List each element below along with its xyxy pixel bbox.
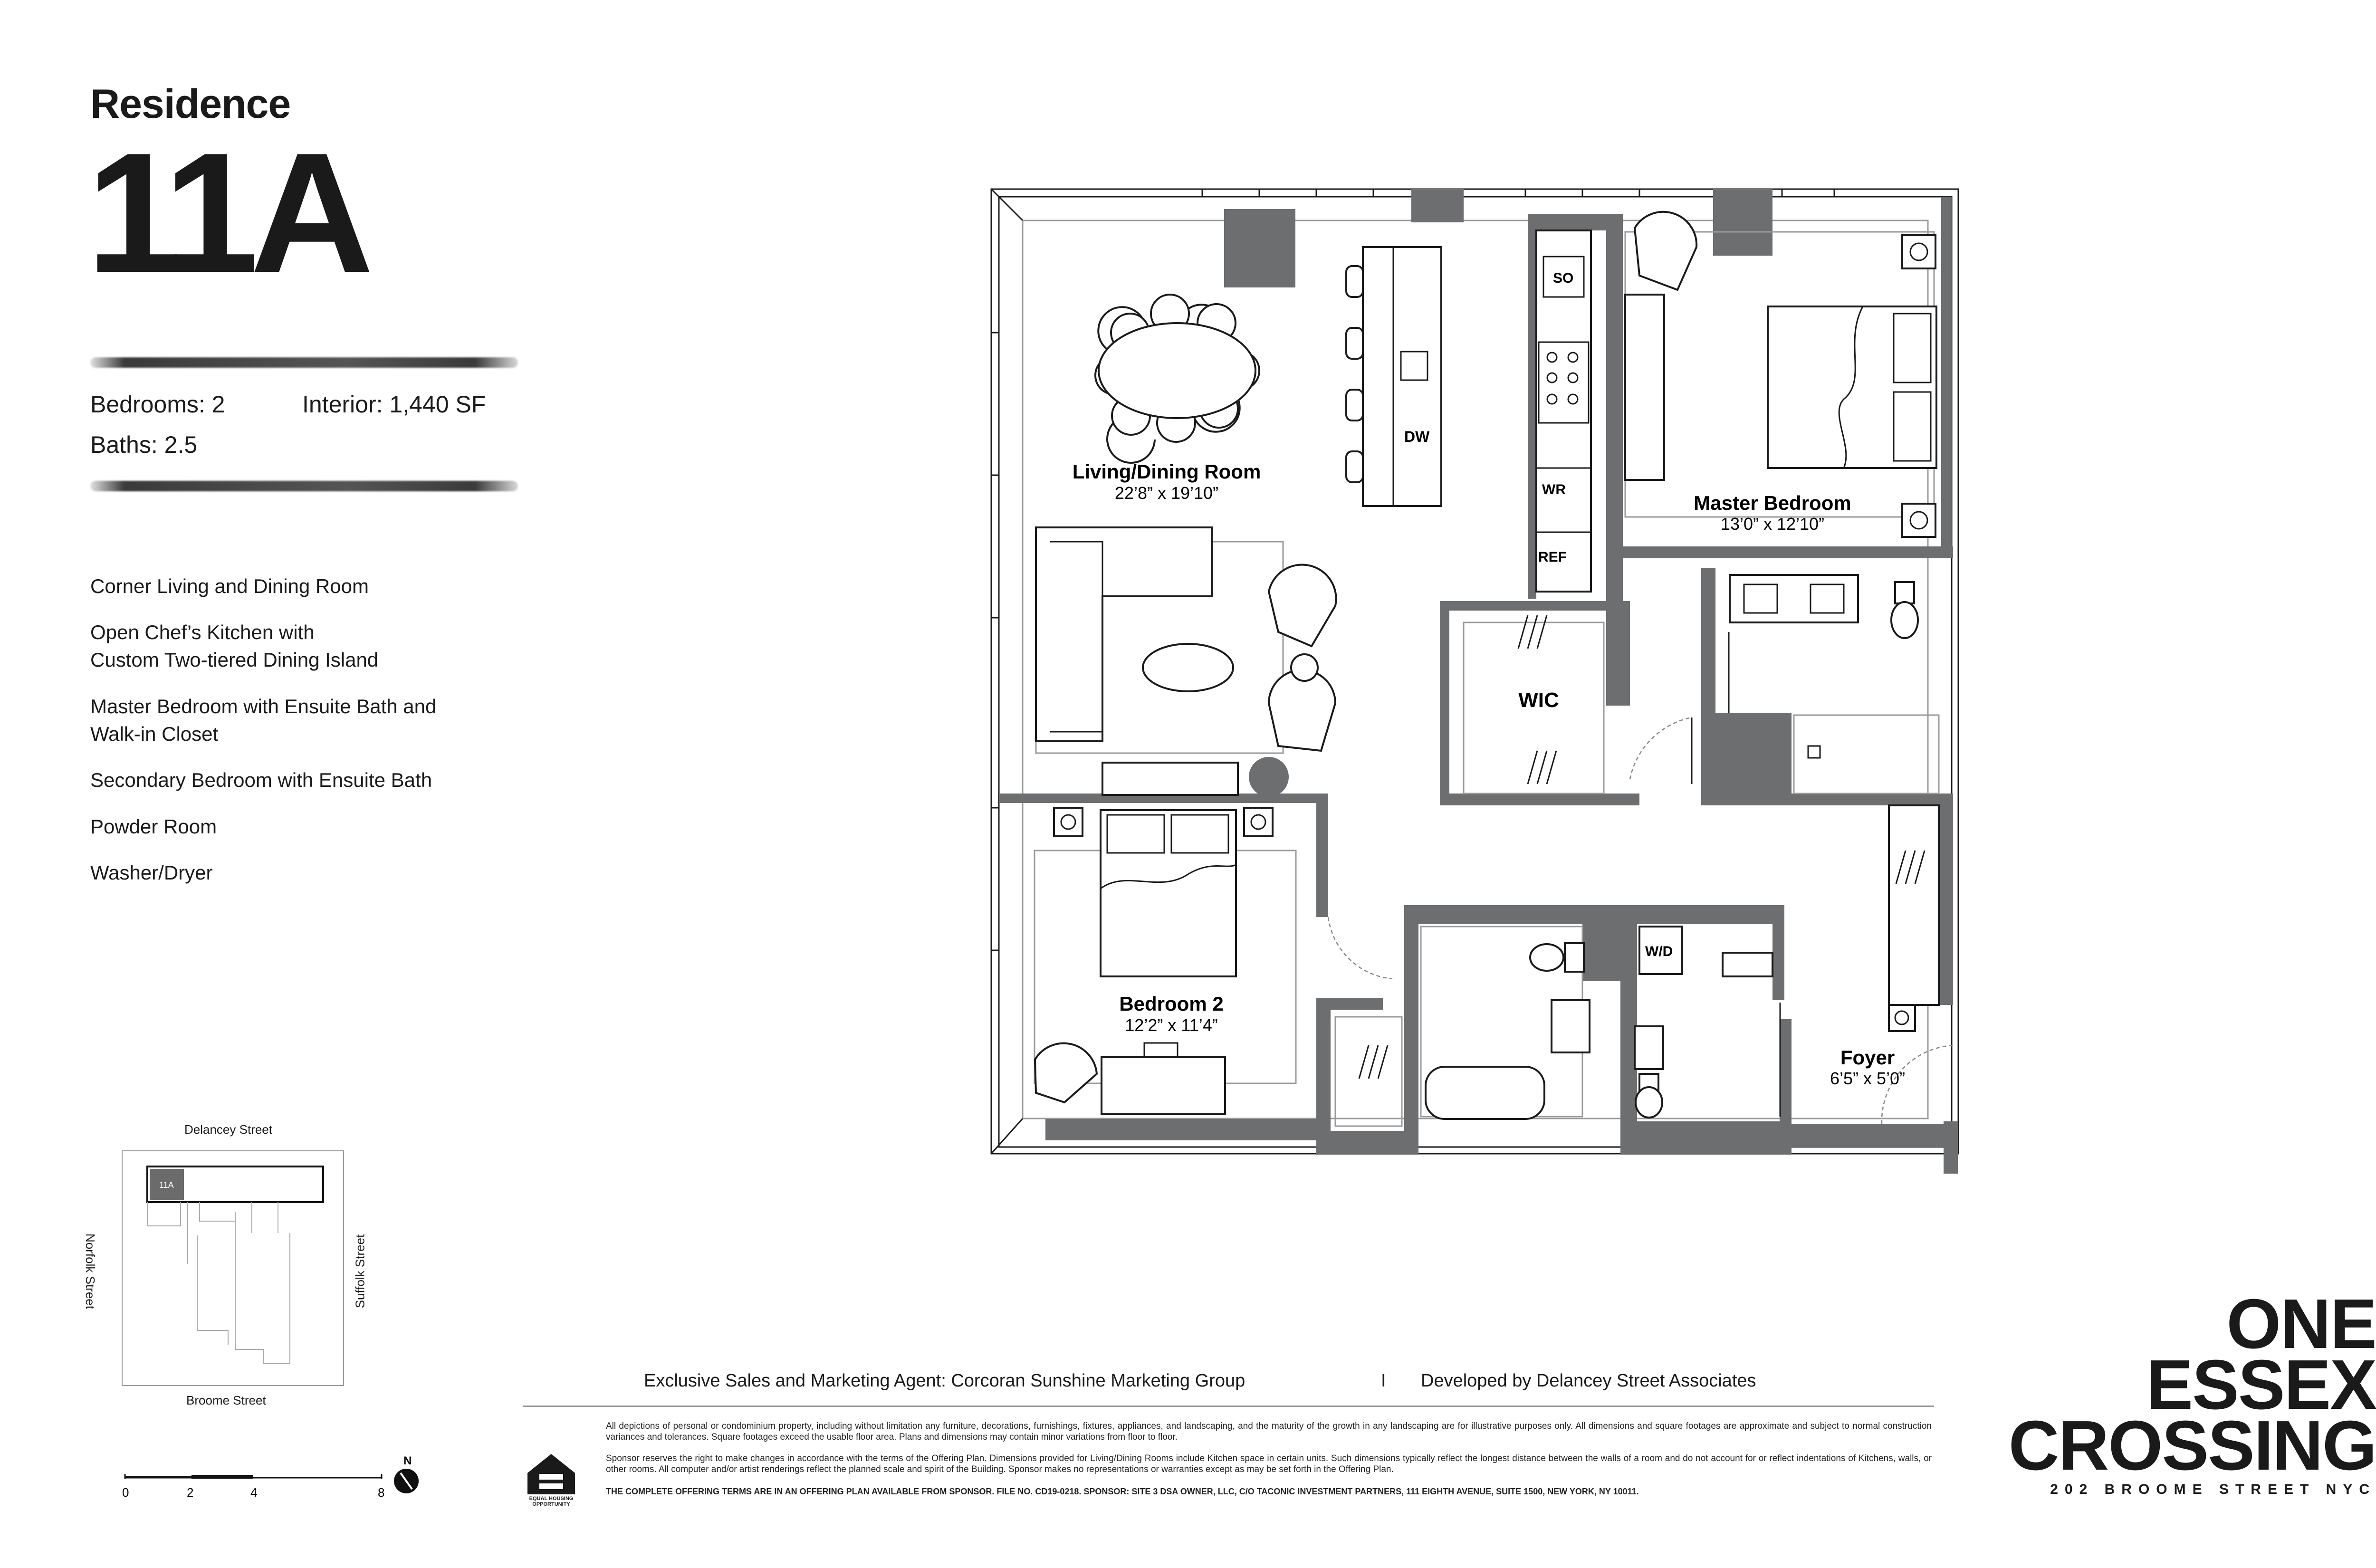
room-name-master: Master Bedroom xyxy=(1694,492,1851,514)
lamp-icon xyxy=(1902,504,1935,537)
appliance-so: SO xyxy=(1553,270,1574,286)
keyplan-north-street: Delancey Street xyxy=(184,1122,272,1137)
column-round xyxy=(1249,757,1289,797)
toilet-icon xyxy=(1891,582,1918,638)
offering-terms: THE COMPLETE OFFERING TERMS ARE IN AN OFFERING PLAN AVAILABLE FROM SPONSOR. FILE NO. CD19-0218. SPONSOR: SITE 3 DSA OWNER, LLC, C/O TACONIC INVESTMENT PARTNERS, 111 EIGHTH AVENUE, SUITE 1500, NEW YORK, NY 10011. xyxy=(606,1487,1639,1496)
room-name-bed2: Bedroom 2 xyxy=(1119,993,1224,1015)
master-bedroom-wall xyxy=(1623,546,1953,558)
kitchen-wall xyxy=(1606,214,1623,608)
media-console-icon xyxy=(1102,763,1238,795)
appliance-wr: WR xyxy=(1542,482,1566,497)
lamp-icon xyxy=(1902,235,1935,268)
powder-wall xyxy=(1404,905,1418,1155)
dresser-icon xyxy=(1625,295,1664,480)
dining-table-icon xyxy=(1095,295,1259,463)
room-dims-living: 22’8” x 19’10” xyxy=(1114,483,1219,503)
sales-agent-credit: Exclusive Sales and Marketing Agent: Corcoran Sunshine Marketing Group xyxy=(644,1371,1245,1391)
room-dims-bed2: 12’2” x 11’4” xyxy=(1125,1015,1218,1035)
feature-item: Master Bedroom with Ensuite Bath and xyxy=(90,695,437,717)
vanity-icon xyxy=(1730,575,1858,622)
scale-tick: 4 xyxy=(250,1485,258,1500)
lamp-icon xyxy=(1244,808,1273,836)
credit-separator: I xyxy=(1381,1371,1386,1391)
feature-item: Custom Two-tiered Dining Island xyxy=(90,649,379,671)
appliance-ref: REF xyxy=(1538,549,1567,565)
bed2-icon xyxy=(1101,810,1236,976)
brand-line: CROSSING xyxy=(2008,1406,2376,1485)
sofa-icon xyxy=(1036,527,1212,741)
room-name-foyer: Foyer xyxy=(1840,1046,1895,1069)
desk-icon xyxy=(1102,1057,1225,1114)
room-name-wic: WIC xyxy=(1518,688,1559,712)
stool-icon xyxy=(1346,266,1363,482)
brand-line: ONE xyxy=(2226,1285,2376,1363)
north-label: N xyxy=(403,1454,412,1467)
scale-tick: 2 xyxy=(187,1485,194,1500)
feature-item: Corner Living and Dining Room xyxy=(90,575,369,597)
brush-divider-top xyxy=(90,357,518,368)
keyplan-unit-tag: 11A xyxy=(159,1180,174,1190)
scale-tick: 8 xyxy=(378,1485,385,1500)
developer-credit: Developed by Delancey Street Associates xyxy=(1421,1371,1756,1391)
feature-item: Open Chef’s Kitchen with xyxy=(90,621,315,643)
scale-bar xyxy=(121,1449,425,1501)
baths-spec: Baths: 2.5 xyxy=(90,431,198,458)
floor-plan xyxy=(979,181,1982,1183)
armchair-icon xyxy=(1635,212,1696,290)
dining-island xyxy=(1363,247,1441,506)
shower xyxy=(1794,715,1939,794)
appliance-dw: DW xyxy=(1404,428,1430,445)
residence-label: Residence xyxy=(90,81,291,127)
feature-item: Powder Room xyxy=(90,815,217,838)
feature-item: Washer/Dryer xyxy=(90,861,213,884)
keyplan-west-street: Norfolk Street xyxy=(83,1233,97,1309)
footer-divider xyxy=(523,1405,1934,1407)
scale-tick: 0 xyxy=(122,1485,129,1500)
toilet-icon xyxy=(1636,1074,1662,1118)
feature-item: Walk-in Closet xyxy=(90,723,219,745)
room-dims-master: 13’0” x 12’10” xyxy=(1720,514,1825,534)
wic-wall xyxy=(1440,601,1449,805)
lamp-icon xyxy=(1054,808,1083,836)
room-dims-foyer: 6’5” x 5’0” xyxy=(1830,1069,1906,1088)
legal-disclaimer: All depictions of personal or condominium property, including without limitation any furniture, decorations, furnishings, fixtures, appliances, and landscaping, and the maturity of the growth in any landscaping are for illustrative purposes only. All dimensions and square footages are approximate and subject to normal construction variances and tolerances. Square footages exceed the usable floor area. Plans and dimensions may contain minor variations from floor to floor. xyxy=(606,1421,1932,1442)
bedrooms-spec: Bedrooms: 2 xyxy=(90,391,225,418)
sink-icon xyxy=(1552,1000,1590,1052)
eho-label: EQUAL HOUSING OPPORTUNITY xyxy=(529,1496,574,1507)
room-name-living: Living/Dining Room xyxy=(1072,460,1261,483)
brush-divider-bottom xyxy=(90,481,518,491)
brand-address: 202 BROOME STREET NYC xyxy=(2050,1482,2376,1497)
bathtub-icon xyxy=(1426,1067,1544,1119)
toilet-icon xyxy=(1530,943,1584,972)
sink-icon xyxy=(1635,1026,1663,1069)
column xyxy=(1224,209,1295,287)
feature-item: Secondary Bedroom with Ensuite Bath xyxy=(90,769,432,791)
keyplan-diagram xyxy=(121,1150,345,1387)
desk-chair-icon xyxy=(1035,1043,1097,1102)
interior-spec: Interior: 1,440 SF xyxy=(302,391,486,418)
coffee-table-icon xyxy=(1143,644,1233,691)
keyplan-south-street: Broome Street xyxy=(186,1393,266,1407)
unit-number: 11A xyxy=(86,117,365,308)
brand-line: ESSEX xyxy=(2146,1346,2376,1424)
legal-disclaimer: Sponsor reserves the right to make changes in accordance with the terms of the Offering Plan. Dimensions provided for Living/Dining Rooms include Kitchen space in certain units. Such dimensions typically reflect the longest distance between the walls of a room and do not account for or reflect indentations of Kitchens, walls, or other rooms. All computer and/or artist renderings reflect the planned scale and spirit of the Building. Sponsor makes no representations or warranties except as may be set forth in the Offering Plan. xyxy=(606,1453,1932,1474)
appliance-wd: W/D xyxy=(1645,944,1673,959)
column xyxy=(1713,189,1772,256)
keyplan-east-street: Suffolk Street xyxy=(353,1234,367,1309)
